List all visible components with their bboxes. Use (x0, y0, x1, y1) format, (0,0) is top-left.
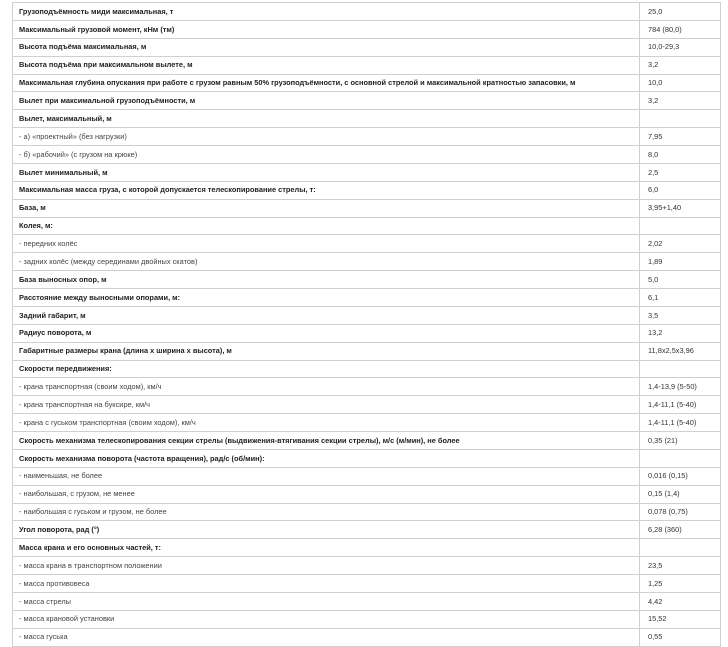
table-row (13, 253, 721, 271)
spec-value-cell: 0,55 (640, 628, 721, 646)
spec-name-cell: Скорость механизма телескопирования секции стрелы (выдвижения-втягивания секции стрелы), м/с (м/мин), не более (13, 432, 640, 450)
table-row (13, 324, 721, 342)
spec-value-cell: 0,016 (0,15) (640, 467, 721, 485)
spec-name-cell: Максимальная глубина опускания при работе с грузом равным 50% грузоподъёмности, с основной стрелой и максимальной кратностью запасовки, м (13, 74, 640, 92)
table-row (13, 56, 721, 74)
spec-name-cell: - масса противовеса (13, 575, 640, 593)
spec-name-cell: - наименьшая, не более (13, 467, 640, 485)
table-row (13, 163, 721, 181)
spec-name-cell: - масса гуська (13, 628, 640, 646)
table-row (13, 235, 721, 253)
spec-name-cell: Вылет, максимальный, м (13, 110, 640, 128)
spec-name-cell: - масса крановой установки (13, 610, 640, 628)
spec-value-cell: 1,4-13,9 (5-50) (640, 378, 721, 396)
spec-name-cell: - наибольшая, с грузом, не менее (13, 485, 640, 503)
spec-name-cell: - масса стрелы (13, 592, 640, 610)
table-row (13, 503, 721, 521)
table-row (13, 396, 721, 414)
spec-name-cell: Угол поворота, рад (°) (13, 521, 640, 539)
table-row (13, 449, 721, 467)
spec-name-cell: - крана с гуськом транспортная (своим ходом), км/ч (13, 414, 640, 432)
spec-value-cell: 784 (80,0) (640, 20, 721, 38)
spec-value-cell: 0,15 (1,4) (640, 485, 721, 503)
table-row (13, 610, 721, 628)
table-row (13, 360, 721, 378)
spec-name-cell: База, м (13, 199, 640, 217)
spec-name-cell: Скорости передвижения: (13, 360, 640, 378)
spec-name-cell: Грузоподъёмность миди максимальная, т (13, 3, 640, 21)
spec-value-cell: 1,89 (640, 253, 721, 271)
spec-name-cell: - а) «проектный» (без нагрузки) (13, 128, 640, 146)
spec-value-cell: 15,52 (640, 610, 721, 628)
spec-name-cell: Высота подъёма при максимальном вылете, м (13, 56, 640, 74)
spec-value-cell: 3,95+1,40 (640, 199, 721, 217)
table-row (13, 432, 721, 450)
spec-value-cell: 23,5 (640, 557, 721, 575)
spec-name-cell: Вылет минимальный, м (13, 163, 640, 181)
table-row (13, 378, 721, 396)
spec-value-cell: 6,0 (640, 181, 721, 199)
specifications-table (12, 2, 721, 647)
table-row (13, 110, 721, 128)
spec-value-cell: 6,1 (640, 289, 721, 307)
table-row (13, 146, 721, 164)
spec-value-cell: 25,0 (640, 3, 721, 21)
spec-value-cell (640, 449, 721, 467)
spec-value-cell: 2,5 (640, 163, 721, 181)
table-row (13, 217, 721, 235)
table-row (13, 92, 721, 110)
spec-name-cell: Радиус поворота, м (13, 324, 640, 342)
table-row (13, 306, 721, 324)
table-row (13, 289, 721, 307)
spec-value-cell: 6,28 (360) (640, 521, 721, 539)
table-row (13, 557, 721, 575)
spec-value-cell: 0,35 (21) (640, 432, 721, 450)
table-row (13, 575, 721, 593)
table-row (13, 592, 721, 610)
spec-value-cell: 3,5 (640, 306, 721, 324)
spec-name-cell: - крана транспортная на буксире, км/ч (13, 396, 640, 414)
spec-name-cell: Колея, м: (13, 217, 640, 235)
spec-name-cell: Масса крана и его основных частей, т: (13, 539, 640, 557)
spec-name-cell: Скорость механизма поворота (частота вращения), рад/с (об/мин): (13, 449, 640, 467)
spec-name-cell: - масса крана в транспортном положении (13, 557, 640, 575)
spec-value-cell: 13,2 (640, 324, 721, 342)
spec-value-cell (640, 110, 721, 128)
spec-value-cell: 11,8х2,5х3,96 (640, 342, 721, 360)
spec-value-cell: 10,0 (640, 74, 721, 92)
spec-name-cell: - передних колёс (13, 235, 640, 253)
spec-name-cell: - задних колёс (между серединами двойных скатов) (13, 253, 640, 271)
spec-name-cell: Габаритные размеры крана (длина х ширина х высота), м (13, 342, 640, 360)
spec-value-cell: 1,25 (640, 575, 721, 593)
table-row (13, 38, 721, 56)
spec-value-cell: 5,0 (640, 271, 721, 289)
spec-name-cell: Расстояние между выносными опорами, м: (13, 289, 640, 307)
table-row (13, 485, 721, 503)
spec-value-cell: 3,2 (640, 56, 721, 74)
spec-value-cell: 0,078 (0,75) (640, 503, 721, 521)
table-row (13, 539, 721, 557)
spec-value-cell: 3,2 (640, 92, 721, 110)
table-row (13, 74, 721, 92)
spec-value-cell: 7,95 (640, 128, 721, 146)
spec-name-cell: - крана транспортная (своим ходом), км/ч (13, 378, 640, 396)
spec-name-cell: - наибольшая с гуськом и грузом, не более (13, 503, 640, 521)
table-row (13, 199, 721, 217)
spec-name-cell: Высота подъёма максимальная, м (13, 38, 640, 56)
spec-value-cell: 10,0-29,3 (640, 38, 721, 56)
spec-value-cell (640, 539, 721, 557)
table-row (13, 271, 721, 289)
table-row (13, 3, 721, 21)
table-row (13, 521, 721, 539)
spec-value-cell (640, 360, 721, 378)
spec-value-cell: 4,42 (640, 592, 721, 610)
spec-name-cell: Задний габарит, м (13, 306, 640, 324)
table-row (13, 181, 721, 199)
table-row (13, 342, 721, 360)
spec-value-cell (640, 217, 721, 235)
table-row (13, 467, 721, 485)
table-row (13, 414, 721, 432)
table-row (13, 628, 721, 646)
spec-value-cell: 1,4-11,1 (5-40) (640, 396, 721, 414)
table-row (13, 20, 721, 38)
spec-value-cell: 1,4-11,1 (5-40) (640, 414, 721, 432)
spec-name-cell: - б) «рабочий» (с грузом на крюке) (13, 146, 640, 164)
spec-name-cell: Максимальная масса груза, с которой допускается телескопирование стрелы, т: (13, 181, 640, 199)
spec-name-cell: Максимальный грузовой момент, кНм (тм) (13, 20, 640, 38)
table-row (13, 128, 721, 146)
spec-value-cell: 2,02 (640, 235, 721, 253)
specifications-table-body (13, 3, 721, 647)
spec-name-cell: Вылет при максимальной грузоподъёмности, м (13, 92, 640, 110)
spec-name-cell: База выносных опор, м (13, 271, 640, 289)
spec-value-cell: 8,0 (640, 146, 721, 164)
